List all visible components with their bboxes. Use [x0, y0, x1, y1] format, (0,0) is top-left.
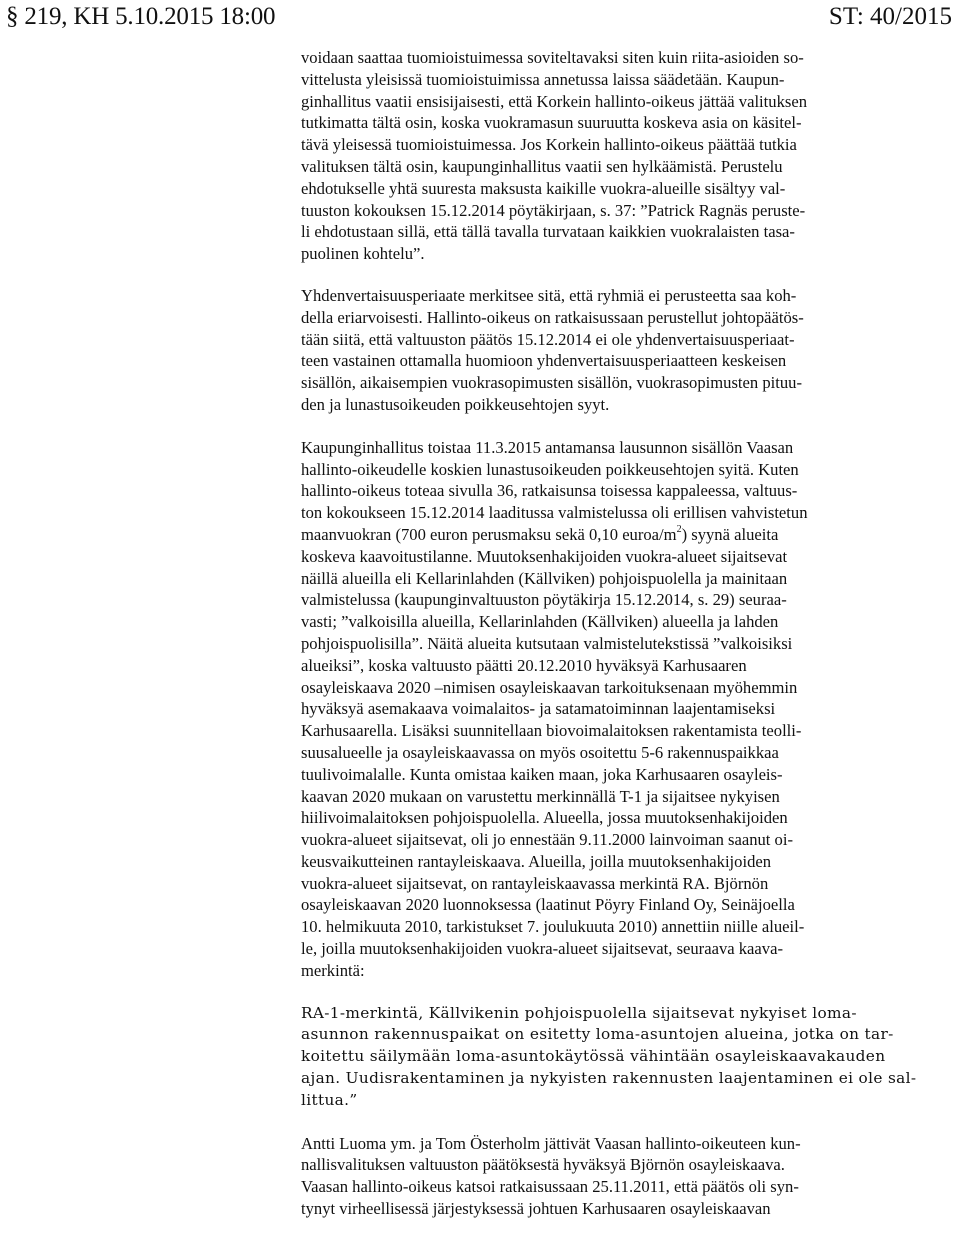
paragraph-spacer [301, 982, 903, 1003]
text-line: hallinto-oikeus toteaa sivulla 36, ratkaisunsa toisessa kappaleessa, valtuus- [301, 481, 798, 501]
text-line: Antti Luoma ym. ja Tom Österholm jättivät Vaasan hallinto-oikeuteen kun- [301, 1133, 801, 1153]
paragraph-1 [301, 47, 903, 265]
text-line: kaavan 2020 mukaan on varustettu merkinnällä T-1 ja sijaitsee nykyisen [301, 786, 780, 806]
text-line: pohjoispuolisilla”. Näitä alueita kutsutaan valmistelutekstissä ”valkoisiksi [301, 633, 793, 653]
text-line: valituksen tältä osin, kaupunginhallitus vaatii sen hylkäämistä. Perustelu [301, 156, 783, 176]
text-line: suusalueelle ja osayleiskaavassa on myös osoitettu 5-6 rakennuspaikkaa [301, 742, 779, 762]
body-text [301, 47, 917, 1220]
text-line: vasti; ”valkoisilla alueilla, Kellarinlahden (Källviken) alueella ja lahden [301, 612, 779, 632]
text-line: littua.” [301, 1090, 358, 1109]
text-line: osayleiskaava 2020 –nimisen osayleiskaavan tarkoituksenaan myöhemmin [301, 677, 798, 697]
paragraph-3 [301, 437, 903, 982]
text-line: 10. helmikuuta 2010, tarkistukset 7. joulukuuta 2010) annettiin niille alueil- [301, 917, 805, 937]
paragraph-spacer [301, 265, 903, 285]
text-line: koitettu säilymään loma-asuntokäytössä vähintään osayleiskaavakauden [301, 1047, 886, 1066]
quoted-plan-marking [301, 1003, 917, 1112]
text-line: RA-1-merkintä, Källvikenin pohjoispuolella sijaitsevat nykyiset loma- [301, 1003, 857, 1022]
text-line: Vaasan hallinto-oikeus katsoi ratkaisussaan 25.11.2011, että päätös oli syn- [301, 1177, 799, 1197]
text-line: osayleiskaavan 2020 luonnoksessa (laatinut Pöyry Finland Oy, Seinäjoella [301, 895, 795, 915]
text-line: ehdotukselle yhtä suuresta maksusta kaikille vuokra-alueille sisältyy val- [301, 178, 786, 198]
text-line: vuokra-alueet sijaitsevat, oli jo ennestään 9.11.2000 lainvoiman saanut oi- [301, 830, 793, 850]
text-line: keusvaikutteinen rantayleiskaava. Alueilla, joilla muutoksenhakijoiden [301, 851, 772, 871]
text-line: tuulivoimalalle. Kunta omistaa kaiken maan, joka Karhusaaren osayleis- [301, 764, 783, 784]
text-line: sisällön, aikaisempien vuokrasopimusten sisällön, vuokrasopimusten pituu- [301, 373, 802, 393]
text-line: asunnon rakennuspaikat on esitetty loma-asuntojen alueina, jotka on tar- [301, 1025, 894, 1044]
text-line-with-superscript [301, 524, 903, 546]
text-line: merkintä: [301, 960, 365, 980]
text-line: tynyt virheellisessä järjestyksessä johtuen Karhusaaren osayleiskaavan [301, 1199, 771, 1219]
text-line: puolinen kohtelu”. [301, 244, 425, 264]
text-segment: ) syynä alueita [681, 524, 779, 544]
text-line: voidaan saattaa tuomioistuimessa soviteltavaksi siten kuin riita-asioiden so- [301, 48, 804, 67]
page-header [0, 0, 960, 44]
text-line: tutkimatta tältä osin, koska vuokramasun suuruutta koskeva asia on käsitel- [301, 113, 802, 133]
text-line: teen vastainen ottamalla huomioon yhdenvertaisuusperiaatteen keskeisen [301, 351, 787, 371]
text-line: Karhusaarella. Lisäksi suunnitellaan biovoimalaitoksen rakentamista teolli- [301, 721, 802, 741]
text-line: Kaupunginhallitus toistaa 11.3.2015 antamansa lausunnon sisällön Vaasan [301, 437, 794, 457]
text-line: ton kokoukseen 15.12.2014 laaditussa valmistelussa oli erillisen vahvistetun [301, 503, 808, 523]
text-line: hallinto-oikeudelle koskien lunastusoikeuden poikkeusehtojen syitä. Kuten [301, 459, 799, 479]
text-line: Yhdenvertaisuusperiaate merkitsee sitä, että ryhmiä ei perusteetta saa koh- [301, 285, 797, 305]
text-line: tävä yleisessä tuomioistuimessa. Jos Korkein hallinto-oikeus päättää tutkia [301, 135, 797, 155]
paragraph-spacer [301, 416, 903, 437]
text-line: vuokra-alueet sijaitsevat, on rantayleiskaavassa merkintä RA. Björnön [301, 873, 769, 893]
superscript: 2 [676, 524, 682, 536]
text-line: li ehdotustaan sillä, että tällä tavalla turvataan kaikkien vuokralaisten tasa- [301, 222, 795, 242]
text-line: della eriarvoisesti. Hallinto-oikeus on ratkaisussaan perustellut johtopäätös- [301, 307, 804, 327]
text-line: alueiksi”, koska valtuusto päätti 20.12.2010 hyväksyä Karhusaaren [301, 655, 747, 675]
text-line: hyväksyä asemakaava voimalaitos- ja satamatoiminnan laajentamiseksi [301, 699, 776, 719]
text-line: koskeva kaavoitustilanne. Muutoksenhakijoiden vuokra-alueet sijaitsevat [301, 546, 788, 566]
text-line: valmistelussa (kaupunginvaltuuston pöytäkirja 15.12.2014, s. 29) seuraa- [301, 590, 787, 610]
text-line: vittelusta yleisissä tuomioistuimissa annetussa laissa säädetään. Kaupun- [301, 69, 785, 89]
text-line: den ja lunastusoikeuden poikkeusehtojen syyt. [301, 394, 610, 414]
paragraph-2 [301, 285, 903, 416]
section-reference: § 219, KH 5.10.2015 18:00 [6, 3, 276, 30]
text-line: tuuston kokouksen 15.12.2014 pöytäkirjaan, s. 37: ”Patrick Ragnäs peruste- [301, 200, 806, 220]
text-line: ginhallitus vaatii ensisijaisesti, että Korkein hallinto-oikeus jättää valituksen [301, 91, 807, 111]
text-line: hiilivoimalaitoksen pohjoispuolella. Alueella, jossa muutoksenhakijoiden [301, 808, 788, 828]
paragraph-5 [301, 1133, 903, 1220]
text-line: näillä alueilla eli Kellarinlahden (Källviken) pohjoispuolella ja mainitaan [301, 568, 788, 588]
text-line: nallisvalituksen valtuuston päätöksestä hyväksyä Björnön osayleiskaava. [301, 1155, 785, 1175]
paragraph-spacer [301, 1112, 903, 1133]
text-line: ajan. Uudisrakentaminen ja nykyisten rakennusten laajentaminen ei ole sal- [301, 1069, 917, 1088]
text-segment: maanvuokran (700 euron perusmaksu sekä 0,10 euroa/m [301, 524, 677, 544]
text-line: le, joilla muutoksenhakijoiden vuokra-alueet sijaitsevat, seuraava kaava- [301, 939, 783, 959]
page-number: ST: 40/2015 [828, 3, 952, 30]
text-line: tään siitä, että valtuuston päätös 15.12.2014 ei ole yhdenvertaisuusperiaat- [301, 329, 795, 349]
